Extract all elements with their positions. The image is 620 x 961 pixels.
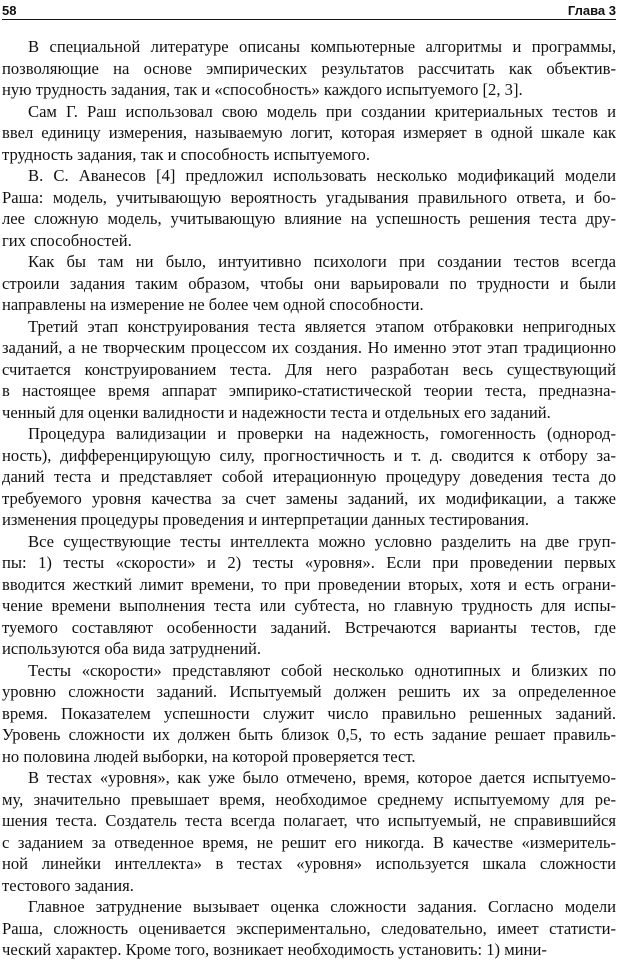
text-line: вводится жесткий лимит времени, то при проведении вторых, хотя и есть ограни-: [2, 574, 616, 594]
text-line: считается конструированием теста. Для него разработан весь существующий: [2, 359, 616, 379]
text-line: направлены на измерение не более чем одной способности.: [2, 295, 424, 314]
text-line: Главное затруднение вызывает оценка сложности задания. Согласно модели: [28, 897, 616, 916]
paragraph: [2, 896, 616, 961]
text-line: даний теста и представляет собой итерационную процедуру доведения теста до: [2, 467, 616, 486]
text-line: Раша: модель, учитывающую вероятность угадывания правильного ответа, и бо-: [2, 187, 616, 207]
text-line: ченный для оценки валидности и надежности теста и отдельных его заданий.: [2, 402, 551, 422]
text-line: используются оба вида затруднений.: [2, 639, 262, 658]
paragraph: [2, 36, 616, 101]
text-line: Сам Г. Раш использовал свою модель при создании критериальных тестов и: [28, 101, 616, 121]
text-line: ной линейки интеллекта» в тестах «уровня» используется шкала сложности: [2, 854, 616, 873]
text-line: ную трудность задания, так и «способность» каждого испытуемого [2, 3].: [2, 80, 523, 99]
paragraph: [2, 767, 616, 896]
text-line: строили задания таким образом, чтобы они варьировали по трудности и были: [2, 273, 616, 293]
text-line: требуемого уровня качества за счет замены заданий, их модификации, а также: [2, 488, 616, 508]
text-line: Процедура валидизации и проверки на надежность, гомогенность (однород-: [28, 424, 616, 443]
paragraph: [2, 423, 616, 531]
text-line: тестового задания.: [2, 875, 134, 895]
paragraph: [2, 316, 616, 424]
text-line: в настоящее время аппарат эмпирико-статистической теории теста, предназна-: [2, 381, 616, 400]
text-line: Раша, сложность оценивается экспериментально, следовательно, имеет статисти-: [2, 918, 616, 938]
text-line: В. С. Аванесов [4] предложил использовать несколько модификаций модели: [28, 166, 616, 185]
text-line: туемого составляют особенности заданий. Встречаются варианты тестов, где: [2, 617, 616, 637]
text-line: Все существующие тесты интеллекта можно условно разделить на две груп-: [28, 531, 616, 551]
text-line: ность), дифференцирующую силу, прогностичность и т. д. сводится к отбору за-: [2, 445, 616, 465]
chapter-title: Глава 3: [567, 3, 616, 18]
text-line: уровню сложности заданий. Испытуемый должен решить их за определенное: [2, 682, 616, 701]
text-line: лее сложную модель, учитывающую влияние на успешность решения теста дру-: [2, 209, 616, 228]
text-line: Третий этап конструирования теста является этапом отбраковки непригодных: [28, 316, 616, 336]
text-line: изменения процедуры проведения и интерпретации данных тестирования.: [2, 510, 530, 529]
text-line: с заданием за отведенное время, не решит его никогда. В качестве «измеритель-: [2, 832, 616, 852]
paragraph: [2, 165, 616, 251]
running-head: [2, 0, 616, 20]
text-line: пы: 1) тесты «скорости» и 2) тесты «уровня». Если при проведении первых: [2, 553, 616, 572]
text-line: чение времени выполнения теста или субтеста, но главную трудность для испы-: [2, 596, 616, 615]
paragraph: [2, 251, 616, 316]
text-line: трудность задания, так и способность испытуемого.: [2, 144, 370, 164]
text-line: ческий характер. Кроме того, возникает необходимость установить: 1) мини-: [2, 940, 547, 959]
paragraph: [2, 101, 616, 166]
text-line: Тесты «скорости» представляют собой несколько однотипных и близких по: [28, 660, 616, 680]
text-line: му, значительно превышает время, необходимое среднему испытуемому для ре-: [2, 789, 616, 809]
text-line: шения теста. Создатель теста всегда полагает, что испытуемый, не справившийся: [2, 811, 616, 830]
text-line: но половина людей выборки, на которой проверяется тест.: [2, 746, 416, 766]
body-text: [2, 36, 616, 961]
paragraph: [2, 660, 616, 768]
text-line: ввел единицу измерения, называемую логит, которая измеряет в одной шкале как: [2, 123, 616, 142]
paragraph: [2, 531, 616, 660]
text-line: В тестах «уровня», как уже было отмечено, время, которое дается испытуемо-: [28, 768, 616, 787]
text-line: заданий, а не творческим процессом их создания. Но именно этот этап традиционно: [2, 338, 616, 357]
text-line: гих способностей.: [2, 230, 132, 250]
text-line: В специальной литературе описаны компьютерные алгоритмы и программы,: [28, 37, 616, 56]
text-line: Уровень сложности их должен быть близок 0,5, то есть задание решает правиль-: [2, 725, 616, 744]
text-line: позволяющие на основе эмпирических результатов рассчитать как объектив-: [2, 58, 616, 78]
text-line: время. Показателем успешности служит число правильно решенных заданий.: [2, 703, 616, 723]
text-line: Как бы там ни было, интуитивно психологи при создании тестов всегда: [28, 252, 616, 271]
page-number: 58: [2, 3, 17, 18]
